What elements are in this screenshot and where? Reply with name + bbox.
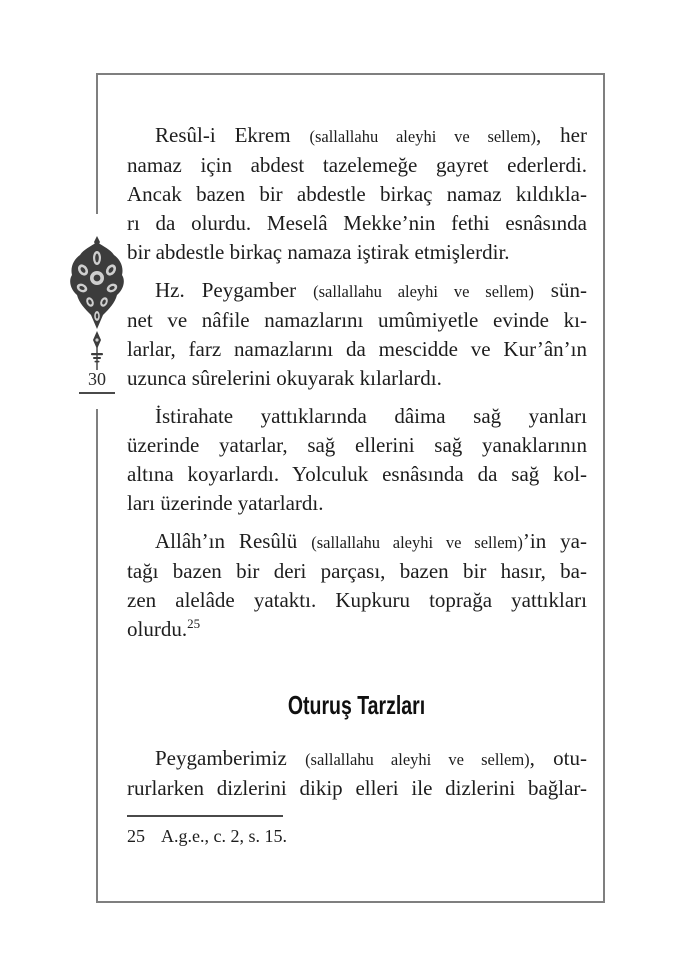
text-line — [127, 615, 587, 644]
text-segment: altına koyarlardı. Yolculuk esnâsında da sağ kol- — [127, 462, 587, 486]
text-segment: rı da olurdu. Meselâ Mekke’nin fethi esnâsında — [127, 211, 587, 235]
footnote-marker: 25 — [127, 826, 145, 846]
floral-ornament-icon — [68, 236, 126, 370]
text-line — [127, 335, 587, 364]
section-heading-label: Oturuş Tarzları — [288, 690, 426, 720]
paragraph — [127, 744, 587, 803]
text-line — [127, 276, 587, 306]
text-segment: uzunca sûrelerini okuyarak kılarlardı. — [127, 366, 442, 390]
honorific-parenthetical: (sallallahu aleyhi ve sellem) — [313, 282, 534, 301]
text-segment: üzerinde yatarlar, sağ ellerini sağ yanaklarının — [127, 433, 587, 457]
text-line — [127, 774, 587, 803]
text-segment: tağı bazen bir deri parçası, bazen bir hasır, ba- — [127, 559, 587, 583]
text-segment: net ve nâfile namazlarını umûmiyetle evinde kı- — [127, 308, 587, 332]
text-line — [127, 151, 587, 180]
text-segment: Hz. Peygamber — [155, 278, 314, 302]
text-segment: Ancak bazen bir abdestle birkaç namaz kıldıkla- — [127, 182, 587, 206]
footnote-separator-rule — [127, 815, 283, 817]
text-segment: rurlarken dizlerini dikip elleri ile dizlerini bağlar- — [127, 776, 587, 800]
paragraph-group-top — [127, 121, 587, 644]
honorific-parenthetical: (sallallahu aleyhi ve sellem) — [311, 533, 523, 552]
honorific-parenthetical: (sallallahu aleyhi ve sellem) — [309, 127, 537, 146]
paragraph — [127, 121, 587, 267]
text-line — [127, 557, 587, 586]
paragraph-group-bottom — [127, 744, 587, 803]
text-line — [127, 306, 587, 335]
text-segment: , her — [536, 123, 587, 147]
text-line — [127, 460, 587, 489]
text-line — [127, 180, 587, 209]
text-segment: Allâh’ın Resûlü — [155, 529, 312, 553]
text-segment: bir abdestle birkaç namaza iştirak etmişlerdir. — [127, 240, 510, 264]
text-segment: ları üzerinde yatarlardı. — [127, 491, 324, 515]
text-segment: zen alelâde yataktı. Kupkuru toprağa yattıkları — [127, 588, 587, 612]
text-line — [127, 121, 587, 151]
text-line — [127, 744, 587, 774]
text-line — [127, 364, 587, 393]
honorific-parenthetical: (sallallahu aleyhi ve sellem) — [305, 750, 530, 769]
paragraph — [127, 402, 587, 518]
page-frame-left-line-upper — [96, 73, 98, 214]
footnote — [127, 815, 587, 848]
paragraph — [127, 276, 587, 393]
text-segment: , otu- — [529, 746, 587, 770]
text-line — [127, 586, 587, 615]
paragraph — [127, 527, 587, 644]
footnote-line — [127, 825, 587, 848]
text-segment: Resûl-i Ekrem — [155, 123, 310, 147]
text-segment: larlar, farz namazlarını da mescidde ve Kur’ân’ın — [127, 337, 587, 361]
section-heading — [127, 690, 587, 720]
page-frame-top-line — [96, 73, 605, 75]
text-segment: olurdu. — [127, 617, 188, 641]
footnote-reference: 25 — [187, 616, 201, 631]
text-line — [127, 402, 587, 431]
body-text-column — [127, 121, 587, 848]
text-segment: namaz için abdest tazelemeğe gayret ederlerdi. — [127, 153, 587, 177]
text-line — [127, 527, 587, 557]
text-segment: sün- — [533, 278, 587, 302]
page-number: 30 — [79, 368, 115, 394]
text-line — [127, 209, 587, 238]
text-line — [127, 489, 587, 518]
page-frame-left-line-lower — [96, 409, 98, 903]
text-segment: ’in ya- — [522, 529, 587, 553]
page-frame-right-line — [603, 73, 605, 903]
text-segment: Peygamberimiz — [155, 746, 306, 770]
text-segment: İstirahate yattıklarında dâima sağ yanları — [155, 404, 587, 428]
footnote-text: A.g.e., c. 2, s. 15. — [161, 826, 287, 846]
text-line — [127, 238, 587, 267]
text-line — [127, 431, 587, 460]
page-frame-bottom-line — [96, 901, 605, 903]
